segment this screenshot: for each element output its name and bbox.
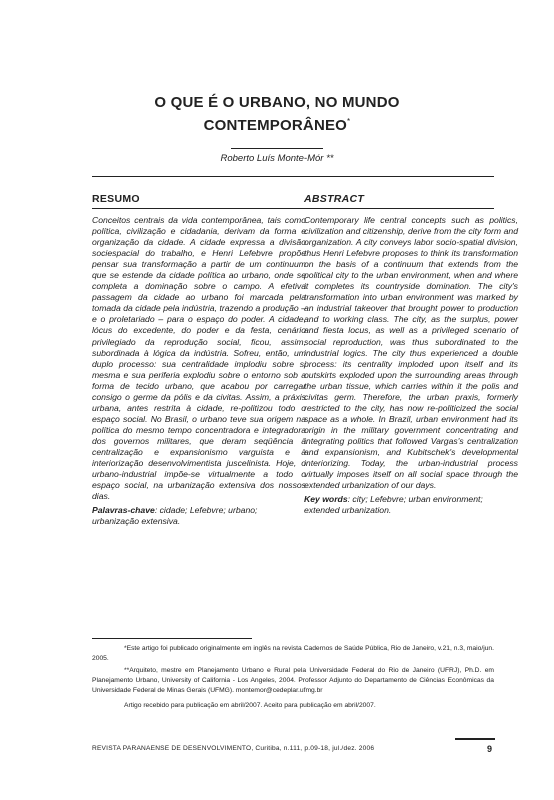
resumo-heading-rule [92, 208, 306, 209]
article-title [90, 93, 464, 135]
title-line-2 [90, 112, 464, 135]
title-footnote-mark: * [347, 117, 351, 126]
footnote-rule [92, 638, 252, 639]
resumo-keywords-text: : cidade; Lefebvre; urbano; urbanização extensiva. [92, 505, 258, 527]
page-number: 9 [487, 744, 493, 754]
abstract-keywords [304, 494, 518, 516]
title-line-2-text: CONTEMPORÂNEO [203, 117, 348, 134]
resumo-keywords [92, 505, 306, 527]
resumo-keywords-label: Palavras-chave [92, 505, 155, 516]
footnote-1: *Este artigo foi publicado originalmente em inglês na revista Cadernos de Saúde Pública, Rio de Janeiro, v.21, n.3, maio/jun. 2005. [92, 645, 494, 662]
abstract-body: Contemporary life central concepts such as politics, civilization and citizenship, derive from the city form and organization. A city conveys labor socio-spatial division, thus Henri Lefebvre proposes to think its transformation on the basis of a continuum that extends from the political city to the urban environment, when and where it completes its countryside domination. The city's transformation into urban environment was marked by an industrial takeover that brought power to production and to working class. The city, as the surplus, power and fiesta locus, as well as a privileged scenario of social reproduction, was thus subordinated to the industrial logics. The city thus experienced a double process: its centrality imploded upon itself and its outskirts exploded upon the surrounding areas through the urban tissue, which carries within it the polis and civitas germ. Therefore, the urban praxis, formerly restricted to the city, has now re-politicized the social space as a whole. In Brazil, urban environment had its origin in the military government concentrating and integrating politics that followed Vargas's centralization and expansionism, and Kubitschek's developmental interiorizing. Today, the urban-industrial process virtually imposes itself on all social space through the extended urbanization of our days. [304, 215, 518, 491]
footnote-2: **Arquiteto, mestre em Planejamento Urbano e Rural pela Universidade Federal do Rio de Janeiro (UFRJ), Ph.D. em Planejamento Urbano, University of California - Los Angeles, 2004. Professor Adjunto do Departamento de Ciências Econômicas da Universidade Federal de Minas Gerais (UFMG). montemor@cedeplar.ufmg.br [92, 667, 494, 694]
abstract-column [304, 193, 518, 516]
journal-footer: REVISTA PARANAENSE DE DESENVOLVIMENTO, Curitiba, n.111, p.09-18, jul./dez. 2006 [92, 745, 375, 752]
title-line-1: O QUE É O URBANO, NO MUNDO [154, 94, 400, 111]
abstract-keywords-label: Key words [304, 494, 348, 505]
author: Roberto Luís Monte-Mór ** [220, 153, 334, 164]
resumo-body: Conceitos centrais da vida contemporânea, tais como política, civilização e cidadania, derivam da forma e organização da cidade. A cidade expressa a divisão sociespacial do trabalho, e Henri Lefebvre propõe pensar sua transformação a partir de um continuum que se estende da cidade política ao urbano, onde se completa a dominação sobre o campo. A efetiva passagem da cidade ao urbano foi marcada pela tomada da cidade pela indústria, trazendo a produção – e o proletariado – para o espaço do poder. A cidade, lócus do excedente, do poder e da festa, cenário privilegiado da reprodução social, ficou, assim, subordinada à lógica da indústria. Sofreu, então, um duplo processo: sua centralidade implodiu sobre si mesma e sua periferia explodiu sobre o entorno sob a forma de tecido urbano, que acabou por carregar consigo o germe da pólis e da civitas. Assim, a práxis urbana, antes restrita à cidade, re-politizou todo o espaço social. No Brasil, o urbano teve sua origem na política do mesmo tempo concentradora e integradora dos governos militares, que deram seqüência à centralização e expansionismo varguista e à interiorização desenvolvimentista juscelinista. Hoje, o urbano-industrial impõe-se virtualmente a todo o espaço social, na urbanização extensiva dos nossos dias. [92, 215, 306, 502]
author-rule [92, 176, 494, 177]
abstract-keywords-text: : city; Lefebvre; urban environment; extended urbanization. [304, 494, 483, 516]
resumo-heading: RESUMO [92, 193, 140, 205]
resumo-column [92, 193, 306, 527]
abstract-heading-rule [304, 208, 494, 209]
received-note: Artigo recebido para publicação em abril/2007. Aceito para publicação em abril/2007. [124, 702, 376, 709]
footer-rule [455, 738, 495, 740]
abstract-heading: ABSTRACT [304, 193, 365, 205]
title-rule [231, 148, 323, 149]
